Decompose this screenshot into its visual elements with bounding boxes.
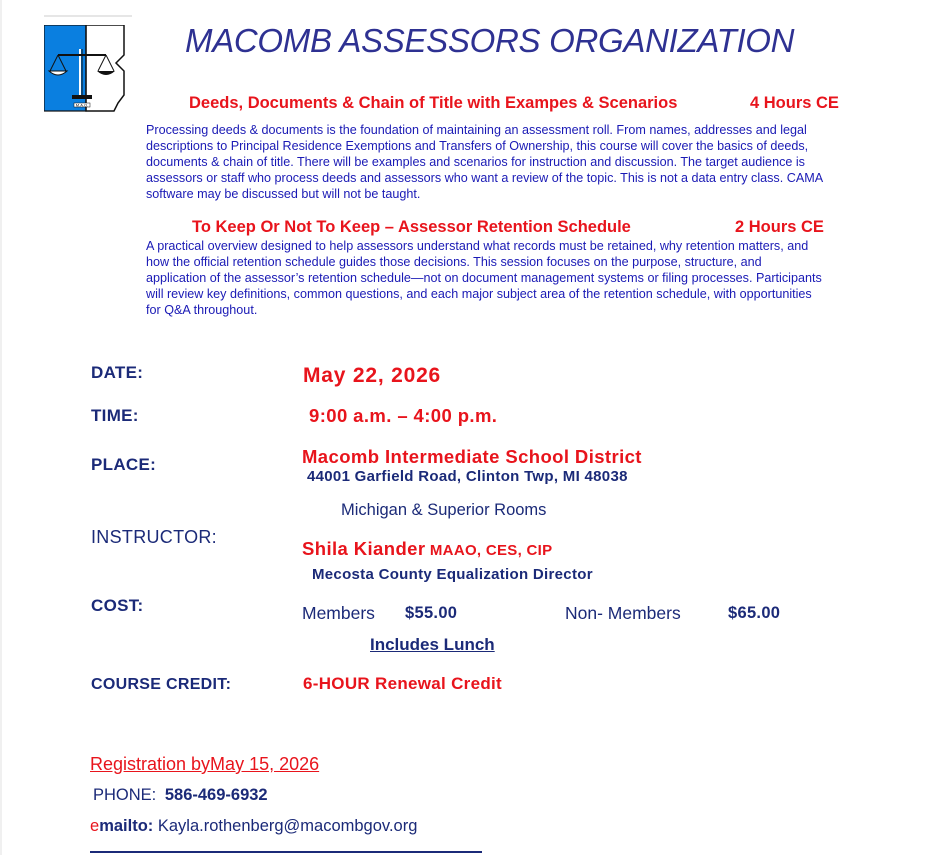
nonmembers-price: $65.00 bbox=[728, 604, 781, 622]
place-name: Macomb Intermediate School District bbox=[302, 446, 642, 467]
instructor-title: Mecosta County Equalization Director bbox=[312, 566, 593, 583]
org-title: MACOMB ASSESSORS ORGANIZATION bbox=[185, 22, 795, 59]
instructor-line bbox=[302, 538, 552, 560]
course1-line: software may be discussed but will not be taught. bbox=[146, 187, 421, 201]
course2-line: application of the assessor’s retention schedule—not on document management systems or filing processes. Participants bbox=[146, 271, 822, 285]
nonmembers-label: Non- Members bbox=[565, 603, 681, 623]
phone-value: 586-469-6932 bbox=[164, 786, 268, 804]
place-rooms: Michigan & Superior Rooms bbox=[341, 501, 547, 519]
course1-title: Deeds, Documents & Chain of Title with Exampes & Scenarios bbox=[189, 94, 678, 112]
course2-line: how the official retention schedule guides those decisions. This session focuses on the purpose, structure, and bbox=[146, 255, 762, 269]
course2-line: for Q&A throughout. bbox=[146, 303, 258, 317]
email-line[interactable] bbox=[90, 817, 417, 836]
course1-line: Processing deeds & documents is the foundation of maintaining an assessment roll. From names, addresses and legal bbox=[146, 123, 807, 137]
date-value: May 22, 2026 bbox=[303, 364, 442, 387]
instructor-label: INSTRUCTOR: bbox=[91, 527, 217, 547]
course1-line: descriptions to Principal Residence Exemptions and Transfers of Ownership, this course will cover the basics of deeds, bbox=[146, 139, 809, 153]
instructor-name: Shila Kiander bbox=[302, 538, 426, 559]
course2-hours: 2 Hours CE bbox=[735, 218, 824, 236]
course1-line: assessors or staff who process deeds and assessors who want a review of the topic. This is not a data entry class. CAMA bbox=[146, 171, 824, 185]
time-value: 9:00 a.m. – 4:00 p.m. bbox=[309, 405, 498, 426]
members-price: $55.00 bbox=[405, 604, 458, 622]
course2-description bbox=[146, 238, 896, 318]
bottom-rule bbox=[90, 851, 482, 853]
includes-lunch: Includes Lunch bbox=[370, 635, 495, 654]
page-left-edge bbox=[0, 0, 2, 855]
course2-title: To Keep Or Not To Keep – Assessor Retention Schedule bbox=[192, 218, 631, 236]
course-credit-label: COURSE CREDIT: bbox=[91, 676, 232, 693]
members-label: Members bbox=[302, 603, 375, 623]
place-address: 44001 Garfield Road, Clinton Twp, MI 48038 bbox=[307, 468, 628, 485]
date-label: DATE: bbox=[91, 363, 144, 382]
phone-line bbox=[93, 786, 268, 805]
email-prefix: e bbox=[90, 817, 100, 835]
email-label: mailto: bbox=[99, 817, 154, 835]
course2-line: A practical overview designed to help assessors understand what records must be retained, why retention matters, and bbox=[146, 239, 809, 253]
place-label: PLACE: bbox=[91, 455, 157, 474]
mao-logo bbox=[44, 25, 128, 113]
course1-line: documents & chain of title. There will be examples and scenarios for instruction and discussion. The target audience is bbox=[146, 155, 805, 169]
cost-label: COST: bbox=[91, 596, 144, 615]
time-label: TIME: bbox=[91, 406, 139, 425]
registration-deadline: Registration byMay 15, 2026 bbox=[90, 754, 320, 774]
logo-text: M.A.O. bbox=[75, 102, 89, 108]
top-rule bbox=[44, 15, 132, 17]
course1-hours: 4 Hours CE bbox=[750, 94, 839, 112]
course-credit-value: 6-HOUR Renewal Credit bbox=[303, 674, 503, 693]
instructor-credentials: MAAO, CES, CIP bbox=[429, 542, 553, 559]
email-value[interactable]: Kayla.rothenberg@macombgov.org bbox=[157, 817, 418, 835]
phone-label: PHONE: bbox=[93, 786, 157, 804]
course1-description bbox=[146, 122, 896, 202]
course2-line: will review key definitions, common questions, and each major subject area of the retention schedule, with opportunities bbox=[146, 287, 812, 301]
